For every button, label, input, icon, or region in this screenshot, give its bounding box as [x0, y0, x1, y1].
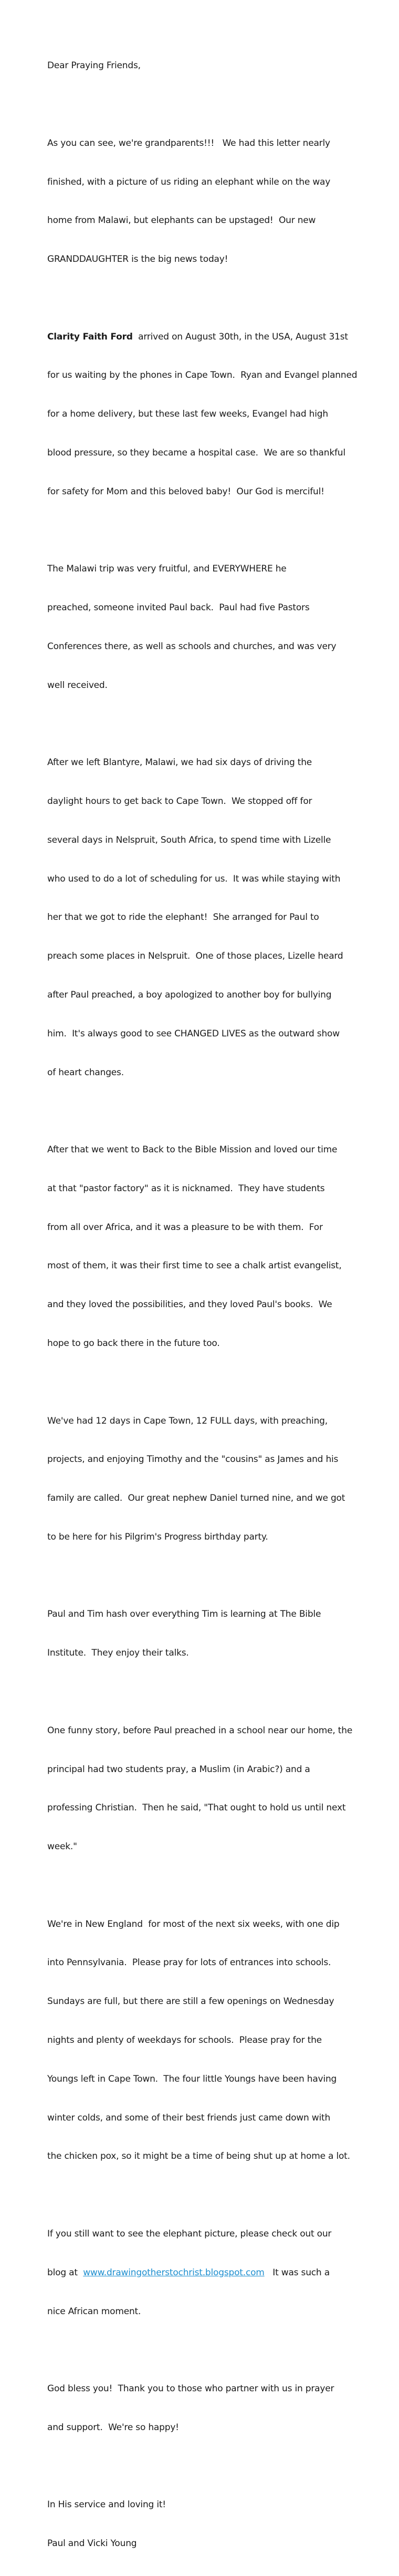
paragraph-blessing [47, 2357, 399, 2460]
text-line: hope to go back there in the future too. [47, 1338, 220, 1349]
greeting-line: Dear Praying Friends, [47, 60, 141, 71]
text-line: We're in New England for most of the next six weeks, with one dip [47, 1918, 340, 1930]
paragraph-cape-town [47, 1388, 399, 1569]
text-line: The Malawi trip was very fruitful, and EVERYWHERE he [47, 564, 287, 575]
text-line: nice African moment. [47, 2306, 141, 2317]
text-line: professing Christian. Then he said, "That ought to hold us until next [47, 1803, 346, 1814]
greeting [47, 34, 399, 98]
text-line: After that we went to Back to the Bible Mission and loved our time [47, 1144, 338, 1156]
text-line: Youngs left in Cape Town. The four little Youngs have been having [47, 2073, 337, 2084]
text-line: finished, with a picture of us riding an elephant while on the way [47, 176, 331, 187]
blog-link[interactable]: www.drawingotherstochrist.blogspot.com [83, 2267, 265, 2278]
text-line: Conferences there, as well as schools and churches, and was very [47, 641, 337, 652]
text-line: home from Malawi, but elephants can be upstaged! Our new [47, 215, 316, 226]
paragraph-bible-mission [47, 1118, 399, 1376]
text-line: preached, someone invited Paul back. Paul had five Pastors [47, 602, 310, 613]
text-line: If you still want to see the elephant picture, please check out our [47, 2228, 332, 2239]
text-line [47, 331, 399, 344]
text-line: well received. [47, 680, 108, 691]
text-line: principal had two students pray, a Muslim (in Arabic?) and a [47, 1764, 310, 1775]
paragraph-grandparents [47, 111, 399, 292]
text-line: him. It's always good to see CHANGED LIVES as the outward show [47, 1028, 340, 1039]
paragraph-granddaughter [47, 304, 399, 524]
text-segment: blog at [47, 2267, 83, 2278]
text-line: into Pennsylvania. Please pray for lots of entrances into schools. [47, 1957, 331, 1968]
text-line: Sundays are full, but there are still a few openings on Wednesday [47, 1996, 334, 2007]
signature: Paul and Vicki Young [47, 2538, 137, 2549]
text-line: We've had 12 days in Cape Town, 12 FULL days, with preaching, [47, 1415, 328, 1426]
text-line: family are called. Our great nephew Daniel turned nine, and we got [47, 1493, 345, 1504]
paragraph-bible-institute [47, 1582, 399, 1685]
text-line: winter colds, and some of their best friends just came down with [47, 2112, 331, 2123]
text-line: from all over Africa, and it was a pleasure to be with them. For [47, 1222, 323, 1233]
text-line: One funny story, before Paul preached in a school near our home, the [47, 1725, 353, 1736]
text-line: for safety for Mom and this beloved baby! Our God is merciful! [47, 486, 324, 497]
text-line: projects, and enjoying Timothy and the "cousins" as James and his [47, 1454, 339, 1465]
closing-line: In His service and loving it! [47, 2499, 166, 2510]
paragraph-funny-story [47, 1699, 399, 1879]
text-line: Paul and Tim hash over everything Tim is learning at The Bible [47, 1609, 321, 1620]
paragraph-malawi-trip [47, 537, 399, 717]
text-line: to be here for his Pilgrim's Progress birthday party. [47, 1531, 268, 1542]
text-line: God bless you! Thank you to those who partner with us in prayer [47, 2383, 334, 2394]
paragraph-new-england [47, 1892, 399, 2189]
letter-body [47, 34, 399, 2576]
text-line: most of them, it was their first time to see a chalk artist evangelist, [47, 1260, 342, 1271]
paragraph-nelspruit [47, 730, 399, 1105]
text-line: nights and plenty of weekdays for schools. Please pray for the [47, 2035, 322, 2046]
text-line: for us waiting by the phones in Cape Town. Ryan and Evangel planned [47, 370, 358, 381]
sign-off [47, 2473, 399, 2576]
text-segment: arrived on August 30th, in the USA, August 31st [132, 331, 348, 342]
text-line: GRANDDAUGHTER is the big news today! [47, 254, 228, 265]
text-line: for a home delivery, but these last few weeks, Evangel had high [47, 409, 328, 420]
text-line: daylight hours to get back to Cape Town. We stopped off for [47, 796, 312, 807]
text-line: of heart changes. [47, 1067, 124, 1078]
text-line: her that we got to ride the elephant! She arranged for Paul to [47, 912, 319, 923]
text-line: at that "pastor factory" as it is nicknamed. They have students [47, 1183, 325, 1194]
text-segment: It was such a [264, 2267, 330, 2278]
text-line [47, 2266, 399, 2280]
text-line: and they loved the possibilities, and they loved Paul's books. We [47, 1299, 332, 1310]
text-line: blood pressure, so they became a hospital case. We are so thankful [47, 448, 345, 458]
text-line: week." [47, 1841, 77, 1852]
text-line: As you can see, we're grandparents!!! We had this letter nearly [47, 137, 330, 149]
text-line: preach some places in Nelspruit. One of those places, Lizelle heard [47, 951, 343, 962]
baby-name: Clarity Faith Ford [47, 331, 133, 342]
text-line: several days in Nelspruit, South Africa, to spend time with Lizelle [47, 834, 331, 845]
text-line: Institute. They enjoy their talks. [47, 1648, 189, 1659]
text-line: the chicken pox, so it might be a time of being shut up at home a lot. [47, 2151, 350, 2162]
text-line: After we left Blantyre, Malawi, we had six days of driving the [47, 757, 312, 768]
paragraph-blog [47, 2202, 399, 2344]
text-line: and support. We're so happy! [47, 2422, 179, 2433]
text-line: who used to do a lot of scheduling for us. It was while staying with [47, 873, 341, 884]
text-line: after Paul preached, a boy apologized to another boy for bullying [47, 989, 332, 1000]
